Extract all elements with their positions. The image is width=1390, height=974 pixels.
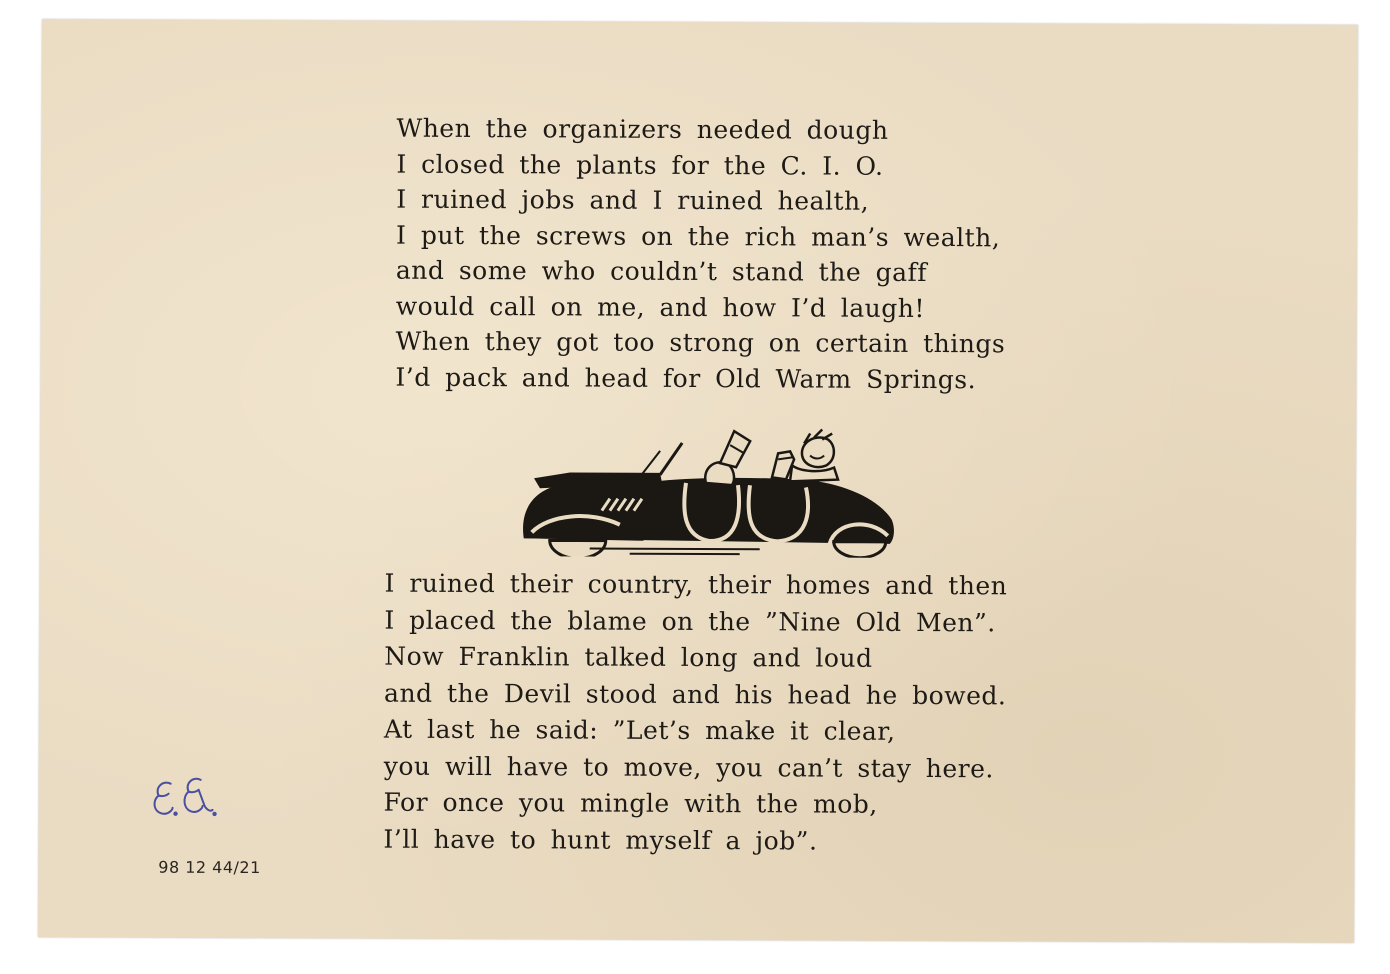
poem-stanza-1 [395, 111, 1006, 398]
poem-line: you will have to move, you can’t stay here. [383, 751, 994, 783]
poem-line: I’ll have to hunt myself a job”. [383, 824, 818, 856]
poem-line: I ruined their country, their homes and then [384, 568, 1008, 601]
poem-line: For once you mingle with the mob, [383, 787, 878, 819]
poem-stanza-2 [383, 566, 1007, 861]
poem-line: I placed the blame on the ”Nine Old Men”. [384, 605, 996, 637]
poem-line: and the Devil stood and his head he bowed. [384, 678, 1007, 710]
leaflet-page [38, 19, 1358, 943]
poem-line: I ruined jobs and I ruined health, [396, 184, 870, 216]
poem-line: When they got too strong on certain things [395, 326, 1006, 359]
poem-line: When the organizers needed dough [396, 113, 889, 145]
handwritten-initials-signature [148, 770, 228, 830]
poem-line: and some who couldn’t stand the gaff [395, 255, 928, 287]
poem-line: I’d pack and head for Old Warm Springs. [395, 362, 977, 394]
poem-line: Now Franklin talked long and loud [384, 641, 873, 673]
poem-line: would call on me, and how I’d laugh! [395, 291, 926, 323]
archive-reference-number: 98 12 44/21 [158, 857, 261, 878]
poem-line: At last he said: ”Let’s make it clear, [383, 714, 896, 746]
poem-line: I put the screws on the rich man’s wealth, [396, 220, 1001, 252]
convertible-car-with-two-passengers-icon [510, 406, 901, 558]
poem-line: I closed the plants for the C. I. O. [396, 149, 884, 181]
